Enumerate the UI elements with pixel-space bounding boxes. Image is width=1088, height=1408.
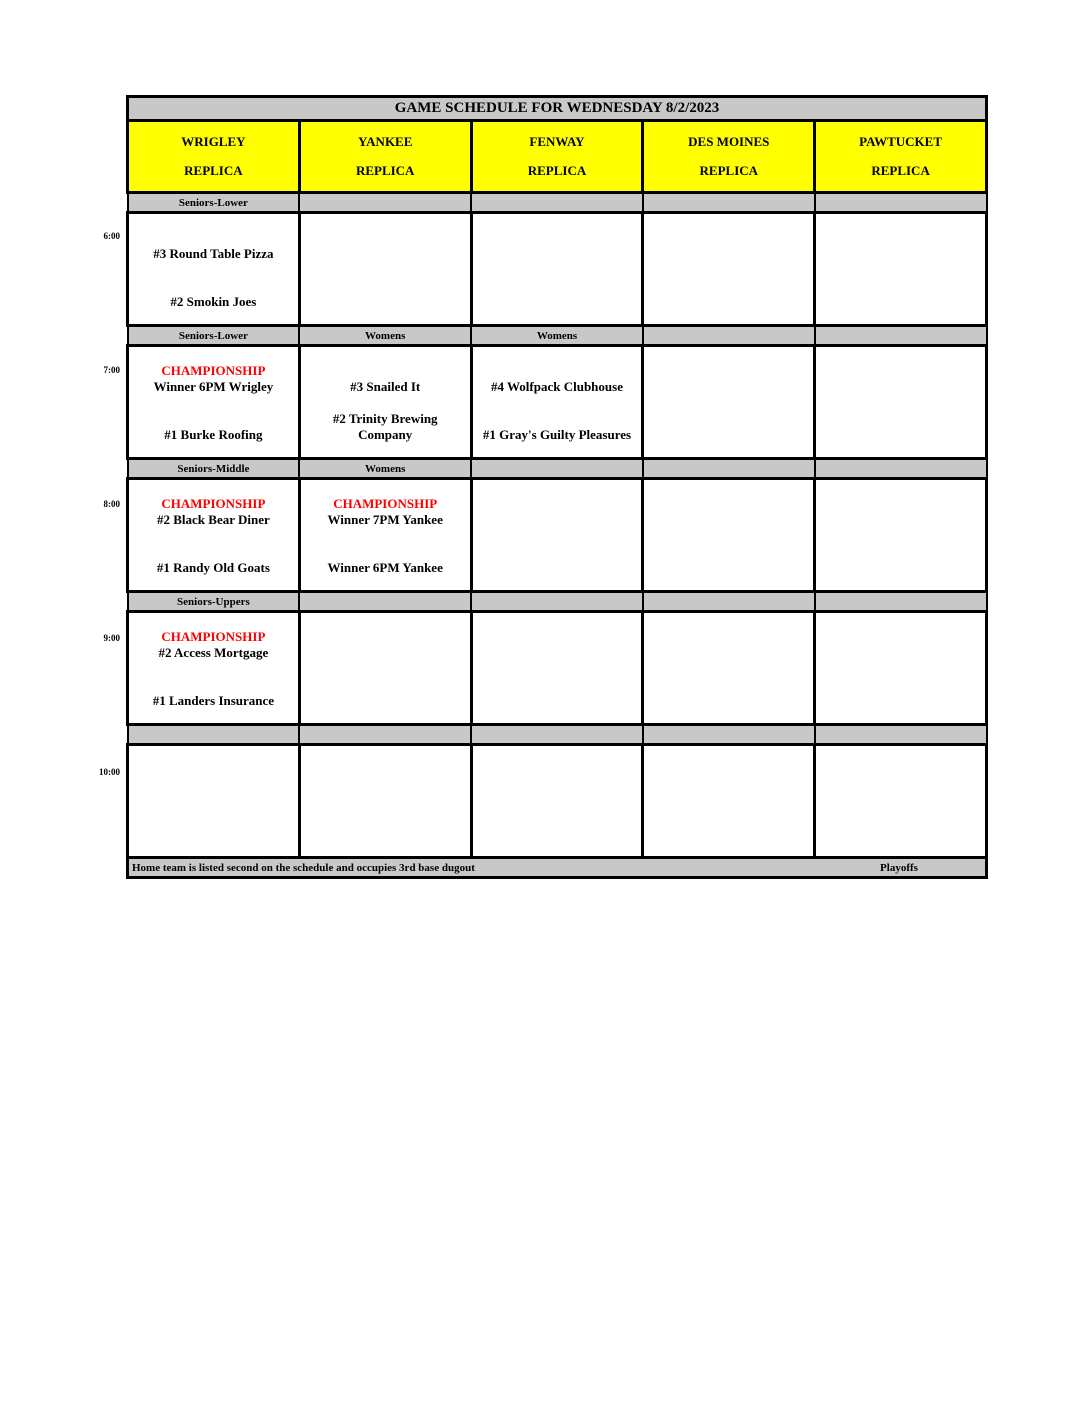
division-cell <box>815 459 987 479</box>
game-cell <box>471 479 643 592</box>
time-label-10: 10:00 <box>99 767 120 777</box>
game-cell <box>643 346 815 459</box>
division-cell <box>299 592 471 612</box>
home-team: #1 Landers Insurance <box>152 692 275 708</box>
championship-label: CHAMPIONSHIP <box>161 495 266 511</box>
venue-sub: REPLICA <box>871 163 930 178</box>
division-cell <box>643 725 815 745</box>
game-cell <box>299 745 471 858</box>
time-label-9: 9:00 <box>103 633 120 643</box>
division-cell <box>299 193 471 213</box>
division-row-600 <box>128 193 987 213</box>
game-cell <box>299 346 471 459</box>
venue-header-fenway <box>471 121 643 193</box>
division-cell <box>815 592 987 612</box>
championship-label: CHAMPIONSHIP <box>161 628 266 644</box>
game-cell <box>815 479 987 592</box>
time-label-8: 8:00 <box>103 499 120 509</box>
game-cell <box>128 346 300 459</box>
championship-label: CHAMPIONSHIP <box>161 362 266 378</box>
division-cell <box>815 326 987 346</box>
schedule-table <box>126 95 988 879</box>
game-cell <box>299 213 471 326</box>
game-cell <box>128 213 300 326</box>
home-team-note: Home team is listed second on the schedule and occupies 3rd base dugout <box>132 861 475 874</box>
venue-header-yankee <box>299 121 471 193</box>
division-cell <box>643 592 815 612</box>
division-cell: Womens <box>299 459 471 479</box>
division-cell <box>299 725 471 745</box>
division-cell <box>815 725 987 745</box>
division-cell: Seniors-Uppers <box>128 592 300 612</box>
away-team: #4 Wolfpack Clubhouse <box>491 378 623 394</box>
game-cell <box>815 612 987 725</box>
division-cell: Womens <box>299 326 471 346</box>
game-cell <box>471 745 643 858</box>
division-cell <box>128 725 300 745</box>
division-cell: Womens <box>471 326 643 346</box>
venue-header-des-moines <box>643 121 815 193</box>
division-cell <box>815 193 987 213</box>
division-row-700 <box>128 326 987 346</box>
game-cell <box>128 745 300 858</box>
division-row-1000 <box>128 725 987 745</box>
game-cell <box>815 745 987 858</box>
page-title: GAME SCHEDULE FOR WEDNESDAY 8/2/2023 <box>128 97 987 121</box>
venue-name: YANKEE <box>357 134 413 149</box>
game-cell <box>471 612 643 725</box>
game-cell <box>643 479 815 592</box>
division-row-800 <box>128 459 987 479</box>
venue-name: PAWTUCKET <box>859 134 942 149</box>
venue-sub: REPLICA <box>699 163 759 178</box>
venue-name: WRIGLEY <box>181 134 246 149</box>
game-row-800 <box>128 479 987 592</box>
time-label-6: 6:00 <box>103 231 120 241</box>
game-cell <box>643 612 815 725</box>
game-cell <box>643 745 815 858</box>
time-label-7: 7:00 <box>103 365 120 375</box>
venue-sub: REPLICA <box>184 163 243 178</box>
away-team: #2 Access Mortgage <box>158 644 269 660</box>
away-team: #3 Round Table Pizza <box>153 245 274 261</box>
division-cell: Seniors-Middle <box>128 459 300 479</box>
game-cell <box>815 213 987 326</box>
game-row-1000 <box>128 745 987 858</box>
game-cell <box>471 346 643 459</box>
venue-name: DES MOINES <box>688 134 770 149</box>
division-cell <box>471 725 643 745</box>
game-cell <box>299 479 471 592</box>
division-cell: Seniors-Lower <box>128 326 300 346</box>
game-cell <box>299 612 471 725</box>
playoffs-label: Playoffs <box>880 861 918 874</box>
away-team: #2 Black Bear Diner <box>157 511 270 527</box>
home-team: #1 Randy Old Goats <box>156 559 270 575</box>
home-team: Winner 6PM Yankee <box>327 559 443 575</box>
division-cell <box>643 326 815 346</box>
game-cell <box>643 213 815 326</box>
division-cell <box>471 459 643 479</box>
game-row-700 <box>128 346 987 459</box>
title-row <box>128 97 987 121</box>
home-team: #1 Gray's Guilty Pleasures <box>482 426 632 442</box>
division-cell: Seniors-Lower <box>128 193 300 213</box>
footer-row <box>128 858 987 878</box>
venue-header-pawtucket <box>815 121 987 193</box>
home-team: #2 Trinity Brewing Company <box>332 410 438 442</box>
game-cell <box>815 346 987 459</box>
away-team: #3 Snailed It <box>350 378 421 394</box>
game-cell <box>128 612 300 725</box>
division-cell <box>643 193 815 213</box>
division-cell <box>643 459 815 479</box>
home-team: #1 Burke Roofing <box>164 426 263 442</box>
game-row-600 <box>128 213 987 326</box>
venue-sub: REPLICA <box>355 163 415 178</box>
division-cell <box>471 193 643 213</box>
venue-header-wrigley <box>128 121 300 193</box>
championship-label: CHAMPIONSHIP <box>333 495 438 511</box>
game-cell <box>128 479 300 592</box>
away-team: Winner 6PM Wrigley <box>153 378 274 394</box>
game-cell <box>471 213 643 326</box>
division-cell <box>471 592 643 612</box>
home-team: #2 Smokin Joes <box>170 293 257 309</box>
venue-header-row <box>128 121 987 193</box>
footer-bar <box>128 858 987 878</box>
game-row-900 <box>128 612 987 725</box>
away-team: Winner 7PM Yankee <box>327 511 443 527</box>
venue-name: FENWAY <box>529 134 585 149</box>
venue-sub: REPLICA <box>527 163 587 178</box>
division-row-900 <box>128 592 987 612</box>
